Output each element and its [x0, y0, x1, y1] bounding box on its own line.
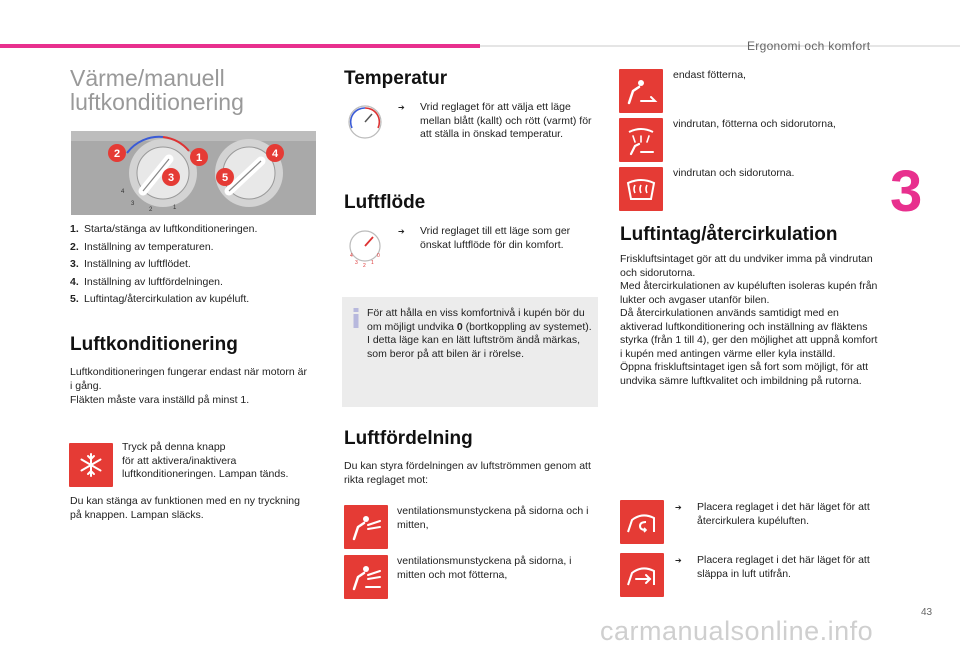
recirculation-instruction: ➔ Placera reglaget i det här läget för att återcirkulera kupéluften.	[675, 501, 870, 527]
distribution-heading: Luftfördelning	[344, 428, 473, 449]
fresh-air-icon	[620, 553, 664, 597]
dial-mark-1: 1	[173, 205, 177, 211]
distribution-option-3: endast fötterna,	[673, 69, 746, 81]
airflow-dial-icon	[343, 224, 387, 270]
distribution-intro: Du kan styra fördelningen av luftströmmen genom att rikta reglaget mot:	[344, 460, 591, 486]
info-box	[342, 297, 598, 407]
ac-para-3: Du kan stänga av funktionen med en ny tryckning på knappen. Lampan släcks.	[70, 495, 300, 521]
chapter-number: 3	[890, 159, 923, 224]
vents-center-side-icon	[344, 505, 388, 549]
arrow-icon: ➔	[398, 227, 405, 236]
temperature-instruction: ➔ Vrid reglaget för att välja ett läge mellan blått (kallt) och rött (varmt) för att ställa in önskad temperatur.	[398, 101, 592, 140]
airflow-heading: Luftflöde	[344, 192, 426, 213]
flow-mark-4: 4	[350, 253, 353, 259]
temperature-dial-icon	[343, 100, 387, 144]
windscreen-feet-icon	[619, 118, 663, 162]
ac-para-2: Fläkten måste vara inställd på minst 1.	[70, 394, 250, 406]
airflow-instruction: ➔ Vrid reglaget till ett läge som ger önskat luftflöde för din komfort.	[398, 225, 571, 251]
info-text: För att hålla en viss komfortnivå i kupén bör du om möjligt undvika 0 (bortkoppling av systemet). I detta läge kan en lätt luftström ändå märkas, som beror på att bilen är i rörelse.	[367, 307, 592, 360]
watermark: carmanualsonline.info	[600, 616, 874, 646]
arrow-icon: ➔	[675, 556, 682, 565]
flow-mark-3: 3	[355, 260, 358, 266]
windscreen-defrost-icon	[619, 167, 663, 211]
distribution-option-4: vindrutan, fötterna och sidorutorna,	[673, 118, 836, 130]
distribution-option-1: ventilationsmunstyckena på sidorna och i mitten,	[397, 505, 589, 531]
list-item: 1. Starta/stänga av luftkonditioneringen.	[70, 223, 258, 235]
section-title: Ergonomi och komfort	[747, 39, 871, 53]
callout-5: 5	[221, 172, 229, 184]
dial-mark-4: 4	[121, 189, 125, 195]
main-title: Värme/manuell luftkonditionering	[70, 65, 244, 115]
arrow-icon: ➔	[398, 103, 405, 112]
fresh-air-instruction: ➔ Placera reglaget i det här läget för att släppa in luft utifrån.	[675, 554, 870, 580]
recirculation-text: Friskluftsintaget gör att du undviker imma på vindrutan och sidorutorna. Med återcirkulationen av kupéluften isoleras kupén från lukter och avgaser utanför bilen. Då återcirkulationen används samtidigt med en aktiverad luftkonditionering och inställning av fläktens styrka (från 1 till 4), ger den möjlighet att uppnå komfort i kupén med antingen värme eller kyla inställd. Öppna friskluftsintaget igen så fort som möjligt, för att undvika sämre luftkvalitet och imbildning på rutorna.	[620, 253, 878, 387]
ac-para-1: Luftkonditioneringen fungerar endast när motorn är i gång.	[70, 366, 307, 392]
callout-1: 1	[195, 152, 203, 164]
list-item: 5. Luftintag/återcirkulation av kupéluft.	[70, 293, 250, 305]
dial-mark-3: 3	[131, 201, 135, 207]
page-number: 43	[921, 607, 933, 618]
callout-4: 4	[271, 148, 279, 160]
numbered-list	[70, 221, 320, 309]
recirculation-icon	[620, 500, 664, 544]
flow-mark-1: 1	[371, 260, 374, 266]
distribution-option-5: vindrutan och sidorutorna.	[673, 167, 795, 179]
header-rule	[480, 45, 960, 47]
arrow-icon: ➔	[675, 503, 682, 512]
flow-mark-2: 2	[363, 263, 366, 269]
vents-center-side-feet-icon	[344, 555, 388, 599]
ac-heading: Luftkonditionering	[70, 334, 238, 355]
header-accent-bar	[0, 44, 480, 48]
control-panel-illustration	[71, 131, 316, 215]
feet-only-icon	[619, 69, 663, 113]
ac-button-text: Tryck på denna knapp för att aktivera/inaktivera luftkonditioneringen. Lampan tänds.	[122, 441, 289, 480]
callout-3: 3	[167, 172, 175, 184]
distribution-option-2: ventilationsmunstyckena på sidorna, i mitten och mot fötterna,	[397, 555, 572, 581]
ac-button-icon	[69, 443, 113, 487]
list-item: 3. Inställning av luftflödet.	[70, 258, 191, 270]
list-item: 2. Inställning av temperaturen.	[70, 240, 214, 253]
recirculation-heading: Luftintag/återcirkulation	[620, 224, 838, 245]
dial-mark-2: 2	[149, 207, 153, 213]
flow-mark-0: 0	[377, 253, 380, 259]
temperature-heading: Temperatur	[344, 68, 448, 89]
info-icon	[352, 307, 360, 335]
snowflake-icon	[69, 443, 113, 487]
list-item: 4. Inställning av luftfördelningen.	[70, 275, 223, 288]
callout-2: 2	[113, 148, 121, 160]
